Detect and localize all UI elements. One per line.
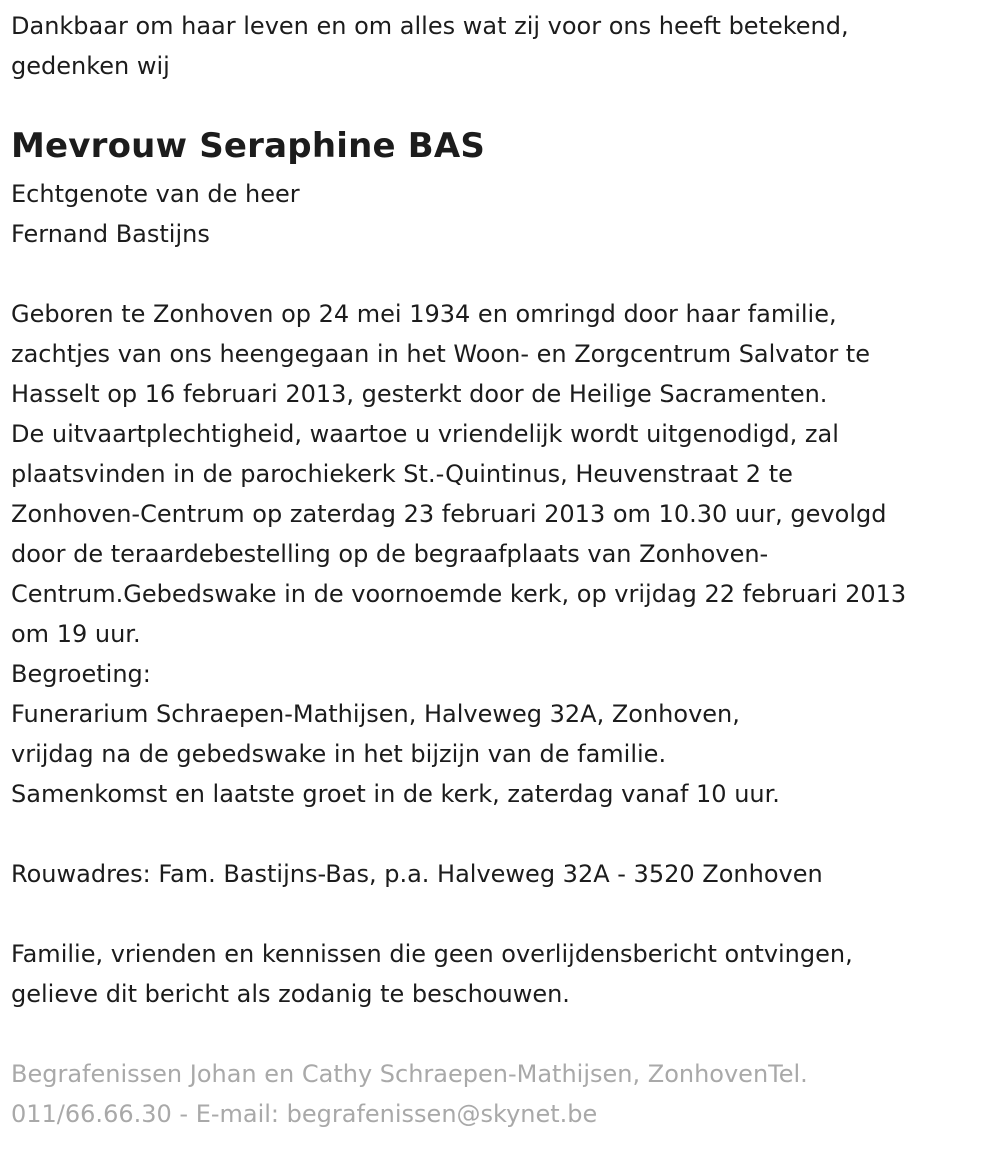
body-line: Centrum.Gebedswake in de voornoemde kerk, op vrijdag 22 februari 2013 <box>11 580 907 608</box>
body-line: plaatsvinden in de parochiekerk St.-Quintinus, Heuvenstraat 2 te <box>11 460 793 488</box>
body-line: Begroeting: <box>11 660 151 688</box>
body-line: om 19 uur. <box>11 620 141 648</box>
deceased-name: Mevrouw Seraphine BAS <box>11 126 486 166</box>
body-line: Zonhoven-Centrum op zaterdag 23 februari 2013 om 10.30 uur, gevolgd <box>11 500 887 528</box>
notice-line: Familie, vrienden en kennissen die geen overlijdensbericht ontvingen, <box>11 940 853 968</box>
notice-block <box>11 934 996 1014</box>
footer-line: 011/66.66.30 - E-mail: begrafenissen@skynet.be <box>11 1100 598 1128</box>
intro-line: Dankbaar om haar leven en om alles wat zij voor ons heeft betekend, <box>11 12 849 40</box>
spouse-line: Echtgenote van de heer <box>11 180 300 208</box>
spouse-block <box>11 174 996 254</box>
spouse-line: Fernand Bastijns <box>11 220 210 248</box>
obituary-notice <box>11 6 996 1134</box>
intro-line: gedenken wij <box>11 52 170 80</box>
body-line: Samenkomst en laatste groet in de kerk, zaterdag vanaf 10 uur. <box>11 780 780 808</box>
body-line: De uitvaartplechtigheid, waartoe u vriendelijk wordt uitgenodigd, zal <box>11 420 839 448</box>
notice-line: gelieve dit bericht als zodanig te beschouwen. <box>11 980 570 1008</box>
body-line: door de teraardebestelling op de begraafplaats van Zonhoven- <box>11 540 769 568</box>
body-line: Funerarium Schraepen-Mathijsen, Halveweg 32A, Zonhoven, <box>11 700 740 728</box>
body-line: vrijdag na de gebedswake in het bijzijn van de familie. <box>11 740 667 768</box>
body-line: Geboren te Zonhoven op 24 mei 1934 en omringd door haar familie, <box>11 300 837 328</box>
body-line: Hasselt op 16 februari 2013, gesterkt door de Heilige Sacramenten. <box>11 380 828 408</box>
footer-line: Begrafenissen Johan en Cathy Schraepen-Mathijsen, ZonhovenTel. <box>11 1060 808 1088</box>
intro-block <box>11 6 996 86</box>
spacer <box>11 814 996 854</box>
spacer <box>11 1014 996 1054</box>
body-text <box>11 294 996 814</box>
body-line: zachtjes van ons heengegaan in het Woon- en Zorgcentrum Salvator te <box>11 340 870 368</box>
spacer <box>11 894 996 934</box>
spacer <box>11 254 996 294</box>
funeral-home-footer <box>11 1054 996 1134</box>
mourning-address: Rouwadres: Fam. Bastijns-Bas, p.a. Halveweg 32A - 3520 Zonhoven <box>11 860 823 888</box>
